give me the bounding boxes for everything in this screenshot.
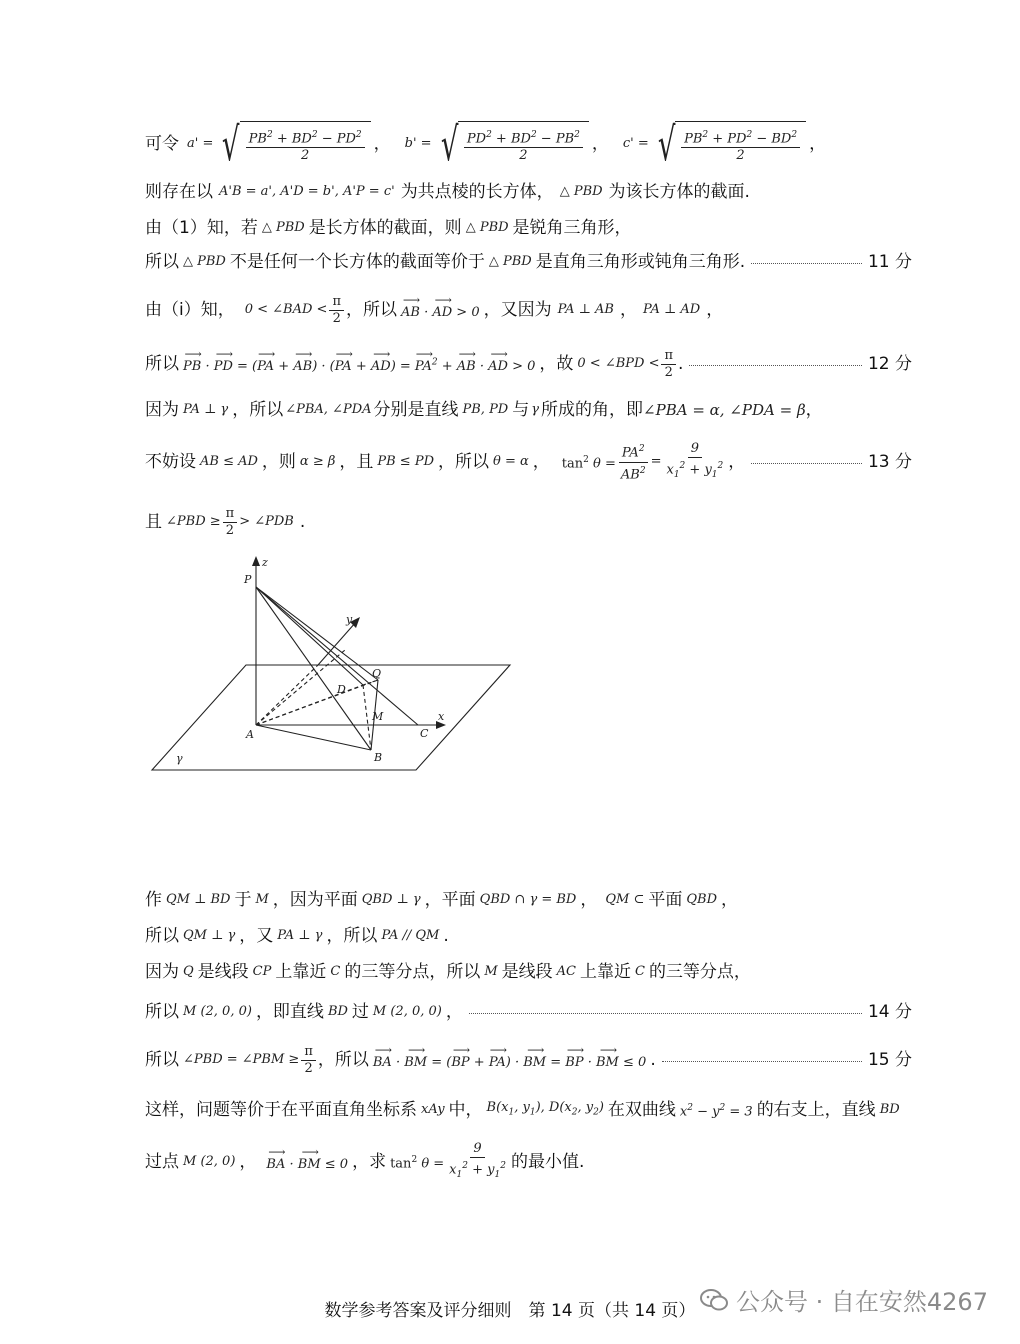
y-axis-hidden [256, 665, 318, 725]
line-10: 作 QM ⊥ BD 于 M ，因为平面 QBD ⊥ γ ，平面 QBD ∩ γ = BD ， QM ⊂ 平面 QBD ， [145, 890, 738, 910]
line-1: 可令 a' = √ $\frac{PB^2 + BD^2 - PD^2}{2}$ ， b' = √ $\frac{PD^2 + BD^2 - PB^2}{2}$ ， c' = √ $\frac{PB^2 + PD^2 - BD^2}{2}$ ， [145, 117, 827, 171]
AB-edge [256, 725, 371, 750]
dotted-leader [689, 365, 862, 366]
score-13: 13 分 [867, 452, 912, 472]
PD-edge [256, 587, 363, 685]
score-11: 11 分 [867, 252, 912, 272]
page-footer: 数学参考答案及评分细则 第 14 页（共 14 页） [324, 1301, 696, 1321]
line-6: 所以 ⟶ PB · ⟶ PD = (⟶ PA + ⟶ AB) · (⟶ PA + ⟶ AD) = ⟶ $PA^2$ + ⟶ AB · ⟶ AD > 0 ，故 0 < ∠BPD < $\frac{\pi}{2}$ . 12 分 [145, 344, 912, 384]
line-5: 由（i）知， 0 < ∠BAD < $\frac{\pi}{2}$ ，所以 ⟶ AB · ⟶ AD > 0 ，又因为 PA ⊥ AB ， PA ⊥ AD ， [145, 290, 912, 330]
line-15: 这样，问题等价于在平面直角坐标系 xAy 中， $B(x_1$, $y_1$), $D(x_2$, $y_2$) 在双曲线 $x^2 - y^2 = 3$ 的右支上，直线 BD [145, 1100, 900, 1121]
line-8: 不妨设 AB ≤ AD ，则 α ≥ β ，且 PB ≤ PD ，所以 θ = α ， $\tan^2 \theta$ = $\frac{PA^2}{AB^2}$ = $\frac{9}{x_1^2 + y_1^2}$ ， 13 分 [145, 441, 912, 482]
label-D: D [337, 683, 346, 696]
extra-hidden [256, 650, 345, 725]
z-arrow [252, 556, 260, 566]
line-14: 所以 ∠PBD = ∠PBM ≥ $\frac{\pi}{2}$ ，所以 ⟶ BA · ⟶ BM = (⟶ BP + ⟶ PA) · ⟶ BM = ⟶ BP · ⟶ BM ≤ 0 . 15 分 [145, 1040, 912, 1080]
plane-gamma [152, 665, 510, 770]
label-M: M [372, 710, 384, 723]
label-z: z [262, 556, 268, 569]
watermark: 公众号 · 自在安然4267 [700, 1282, 988, 1317]
line-3: 由（1）知，若 △ PBD 是长方体的截面，则 △ PBD 是锐角三角形， [145, 218, 632, 238]
geometry-figure [140, 550, 520, 790]
dotted-leader [662, 1061, 862, 1062]
label-y: y [346, 613, 353, 626]
score-15: 15 分 [867, 1050, 912, 1070]
dotted-leader [469, 1013, 862, 1014]
label-A: A [246, 728, 254, 741]
line-2: 则存在以 A'B = a', A'D = b', A'P = c' 为共点棱的长方体， △ PBD 为该长方体的截面. [145, 182, 750, 202]
line-7: 因为 PA ⊥ γ ，所以 ∠PBA, ∠PDA 分别是直线 PB, PD 与 γ 所成的角，即 ∠PBA = α, ∠PDA = β ， [145, 400, 823, 420]
label-P: P [244, 573, 252, 586]
line-4: 所以 △ PBD 不是任何一个长方体的截面等价于 △ PBD 是直角三角形或钝角三角形. 11 分 [145, 252, 912, 272]
label-gamma: γ [176, 752, 183, 765]
AD-hidden [256, 685, 363, 725]
dotted-leader [751, 263, 862, 264]
score-14: 14 分 [867, 1002, 912, 1022]
label-Q: Q [372, 667, 382, 680]
line-12: 因为 Q 是线段 CP 上靠近 C 的三等分点，所以 M 是线段 AC 上靠近 C 的三等分点， [145, 962, 751, 982]
label-x: x [438, 710, 445, 723]
label-C: C [420, 727, 429, 740]
line-9: 且 ∠PBD ≥ $\frac{\pi}{2}$ > ∠PDB . [145, 505, 306, 538]
dotted-leader [751, 463, 862, 464]
line-11: 所以 QM ⊥ γ ，又 PA ⊥ γ ，所以 PA // QM . [145, 926, 449, 946]
label-B: B [374, 751, 383, 764]
line-13: 所以 M (2, 0, 0) ，即直线 BD 过 M (2, 0, 0) ， 14 分 [145, 1002, 912, 1022]
score-12: 12 分 [867, 354, 912, 374]
line-16: 过点 M (2, 0) ， ⟶ BA · ⟶ BM ≤ 0 ，求 $\tan^2 \theta$ = $\frac{9}{x_1^2 + y_1^2}$ 的最小值. [145, 1142, 912, 1182]
